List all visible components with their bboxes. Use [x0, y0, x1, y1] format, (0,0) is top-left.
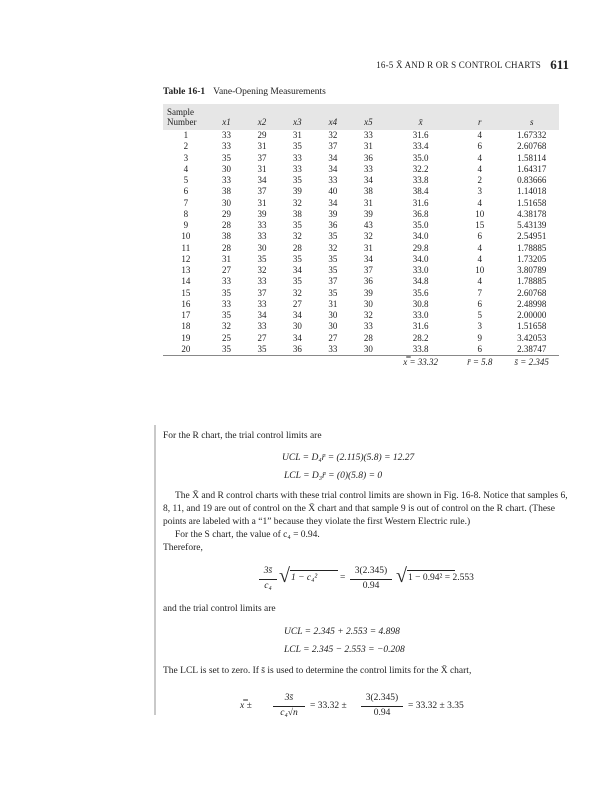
column-header: Sample Number	[167, 107, 197, 127]
table-cell: 36	[363, 152, 373, 163]
column-header: x1	[222, 117, 231, 127]
table-cell: 10	[475, 265, 485, 275]
table-cell: 12	[181, 253, 191, 264]
paragraph: The X̄ and R control charts with these trial control limits are shown in Fig. 16-8. Notice that samples 6, 8, 11, and 19 are out of control on the X̄ chart and that sample 9 is out of control on the R chart. (These points are labeled with a “1” because they violate the first Western Electric rule.)	[163, 491, 568, 527]
table-cell: 33.4	[412, 141, 429, 152]
table-cell: 38	[363, 186, 373, 197]
table-cell: 30	[363, 298, 373, 309]
table-cell: 33	[221, 130, 231, 140]
table-cell: 1.78885	[517, 276, 547, 287]
table-cell: 6	[477, 343, 483, 354]
table-cell: 34	[257, 175, 267, 185]
table-cell: 1	[183, 130, 189, 140]
sbar-summary: s̄ = 2.345	[504, 356, 559, 370]
table-cell: 35	[257, 343, 267, 354]
table-cell: 32	[328, 242, 338, 253]
table-cell: 30.8	[412, 298, 429, 309]
table-cell: 25	[221, 332, 231, 343]
table-cell: 34	[257, 310, 267, 320]
sqrt-sign: √	[396, 565, 407, 587]
table-cell: 33	[257, 220, 267, 230]
table-cell: 35	[328, 287, 338, 298]
table-cell: 1.64317	[517, 163, 547, 174]
table-cell: 35	[221, 343, 231, 354]
table-label: Table 16-1	[163, 87, 206, 97]
table-cell: 34	[328, 152, 338, 163]
table-cell: 38	[292, 208, 302, 219]
radical-bar	[407, 570, 455, 571]
table-cell: 37	[257, 186, 267, 197]
table-cell: 4	[477, 163, 483, 174]
table-cell: 34	[292, 265, 302, 275]
table-cell: 2	[477, 175, 483, 185]
paragraph: and the trial control limits are	[163, 604, 276, 614]
table-cell: 31	[363, 197, 373, 208]
table-row	[163, 310, 559, 321]
table-cell: 3	[477, 186, 483, 197]
fraction-numerator: 3s̄	[263, 566, 273, 576]
table-cell: 31.6	[412, 130, 429, 140]
fraction-denominator: c₄√n	[280, 708, 298, 718]
table-cell: 9	[477, 332, 483, 343]
table-cell: 27	[221, 265, 231, 275]
table-cell: 2.60768	[517, 141, 547, 152]
sqrt-sign: √	[279, 565, 290, 587]
table-cell: 1.51658	[517, 197, 547, 208]
table-cell: 18	[181, 321, 191, 332]
page-number: 611	[550, 57, 569, 72]
column-header: r	[478, 117, 482, 127]
table-cell: 32	[292, 197, 302, 208]
table-row	[163, 130, 559, 141]
table-cell: 35	[221, 287, 231, 298]
table-row	[163, 220, 559, 231]
table-cell: 33	[363, 130, 373, 140]
fraction-numerator: 3(2.345)	[365, 693, 399, 703]
table-cell: 2.54951	[517, 231, 547, 242]
table-row	[163, 164, 559, 175]
table-cell: 35	[328, 253, 338, 264]
table-cell: 1.78885	[517, 242, 547, 253]
table-row	[163, 198, 559, 209]
table-cell: 33.0	[412, 310, 429, 320]
table-cell: 4	[477, 197, 483, 208]
table-cell: 34	[292, 332, 302, 343]
table-cell: 32	[292, 287, 302, 298]
table-cell: 31	[221, 253, 231, 264]
table-row	[163, 243, 559, 254]
table-row	[163, 333, 559, 344]
table-cell: 33	[363, 163, 373, 174]
fraction-numerator: 3(2.345)	[354, 566, 388, 576]
lcl-r-equation: LCL = D₃r̄ = (0)(5.8) = 0	[284, 471, 383, 481]
table-cell: 39	[363, 287, 373, 298]
table-cell: 33	[221, 175, 231, 185]
column-header: x2	[257, 117, 267, 127]
fraction-bar	[273, 706, 305, 707]
table-cell: 33.8	[412, 343, 429, 354]
table-cell: 33	[257, 276, 267, 287]
xbar-lead: x̿ ±	[240, 701, 252, 711]
fraction-denominator: 0.94	[373, 708, 391, 718]
table-cell: 29	[221, 208, 231, 219]
paragraph: The LCL is set to zero. If s̄ is used to determine the control limits for the X̄ chart,	[163, 666, 472, 676]
table-cell: 40	[328, 186, 338, 197]
table-cell: 28.2	[412, 332, 429, 343]
table-cell: 30	[328, 321, 338, 332]
table-cell: 33	[328, 343, 338, 354]
table-cell: 34	[363, 253, 373, 264]
table-cell: 32.2	[412, 163, 429, 174]
table-cell: 15	[475, 220, 485, 230]
paragraph: For the R chart, the trial control limits are	[163, 431, 322, 441]
paragraph: For the S chart, the value of c₄ = 0.94.	[175, 530, 320, 540]
table-cell: 35	[221, 310, 231, 320]
table-cell: 34	[292, 310, 302, 320]
table-cell: 30	[328, 310, 338, 320]
table-cell: 31	[292, 130, 302, 140]
table-cell: 39	[328, 208, 338, 219]
table-cell: 11	[181, 242, 191, 253]
running-title: 16-5 X̄ AND R OR S CONTROL CHARTS	[376, 60, 541, 70]
table-cell: 2.48998	[517, 298, 547, 309]
table-cell: 30	[257, 242, 267, 253]
table-cell: 33	[221, 141, 231, 152]
table-cell: 17	[181, 310, 191, 320]
table-cell: 16	[181, 298, 191, 309]
paragraph: Therefore,	[163, 543, 203, 553]
table-cell: 35	[292, 141, 302, 152]
table-cell: 30	[292, 321, 302, 332]
table-cell: 31	[363, 141, 373, 152]
table-row	[163, 254, 559, 265]
fraction-denominator: c₄	[264, 581, 272, 591]
s-chart-result: 1 − 0.94² = 2.553	[408, 573, 474, 583]
table-cell: 29	[257, 130, 267, 140]
table-row	[163, 299, 559, 310]
table-cell: 4	[477, 130, 483, 140]
fraction-bar	[350, 579, 392, 580]
measurements-table	[163, 104, 559, 369]
table-caption	[163, 87, 326, 97]
table-cell: 33	[221, 276, 231, 287]
radical-bar	[290, 570, 338, 571]
table-cell: 38	[221, 186, 231, 197]
table-cell: 4	[183, 163, 189, 174]
table-cell: 33	[257, 231, 267, 242]
table-row	[163, 141, 559, 152]
table-cell: 6	[477, 141, 483, 152]
table-cell: 33	[221, 298, 231, 309]
table-cell: 1.14018	[517, 186, 547, 197]
column-header: s	[529, 117, 534, 127]
table-cell: 34	[363, 175, 373, 185]
table-row	[163, 153, 559, 164]
table-cell: 0.83666	[517, 175, 547, 185]
table-cell: 4	[477, 242, 483, 253]
table-cell: 35.0	[412, 152, 429, 163]
table-cell: 33	[363, 321, 373, 332]
table-cell: 33.0	[412, 265, 429, 275]
table-cell: 35	[292, 220, 302, 230]
equals-sign: =	[340, 573, 346, 583]
fraction-numerator: 3s̄	[284, 693, 294, 703]
xbar-mid: = 33.32 ±	[310, 701, 347, 711]
table-row	[163, 288, 559, 299]
table-cell: 32	[363, 231, 373, 242]
table-cell: 38.4	[412, 186, 429, 197]
table-cell: 35	[292, 175, 302, 185]
table-cell: 28	[221, 220, 231, 230]
table-cell: 6	[183, 186, 189, 197]
ucl-r-equation: UCL = D₄r̄ = (2.115)(5.8) = 12.27	[282, 453, 415, 463]
table-cell: 31.6	[412, 321, 429, 332]
table-cell: 34.0	[412, 253, 429, 264]
xbar-result: = 33.32 ± 3.35	[408, 701, 464, 711]
rbar-summary: r̄ = 5.8	[455, 356, 504, 370]
table-cell: 19	[181, 332, 191, 343]
column-header: x5	[364, 117, 373, 127]
table-title: Vane-Opening Measurements	[213, 87, 326, 97]
table-cell: 34.8	[412, 276, 429, 287]
table-cell: 34	[328, 197, 338, 208]
table-cell: 3	[183, 152, 189, 163]
table-cell: 15	[181, 287, 191, 298]
table-cell: 30	[363, 343, 373, 354]
table-cell: 4.38178	[517, 208, 547, 219]
table-cell: 35	[328, 231, 338, 242]
table-cell: 36.8	[412, 208, 429, 219]
table-cell: 27	[328, 332, 338, 343]
table-cell: 39	[292, 186, 302, 197]
table-cell: 5	[477, 310, 483, 320]
table-cell: 35	[257, 253, 267, 264]
table-cell: 3	[477, 321, 483, 332]
table-cell: 31.6	[412, 197, 429, 208]
table-cell: 33	[292, 163, 302, 174]
table-cell: 2.00000	[517, 310, 547, 320]
table-cell: 35	[328, 265, 338, 275]
table-cell: 32	[363, 310, 373, 320]
table-cell: 30	[221, 163, 231, 174]
table-cell: 1.58114	[517, 152, 547, 163]
table-cell: 3.42053	[517, 332, 547, 343]
table-cell: 32	[328, 130, 338, 140]
table-cell: 7	[477, 287, 483, 298]
table-cell: 27	[257, 332, 267, 343]
column-header: x̄	[418, 117, 423, 127]
table-cell: 31	[363, 242, 373, 253]
table-cell: 2	[183, 141, 189, 152]
table-cell: 1.67332	[517, 130, 547, 140]
margin-rule	[154, 425, 156, 715]
summary-row	[163, 356, 559, 370]
table-cell: 9	[183, 220, 189, 230]
table-cell: 32	[221, 321, 231, 332]
table-row	[163, 321, 559, 332]
table-row	[163, 231, 559, 242]
column-header: x3	[293, 117, 302, 127]
lcl-s-equation: LCL = 2.345 − 2.553 = −0.208	[284, 645, 405, 655]
table-cell: 33	[328, 175, 338, 185]
table-cell: 30	[221, 197, 231, 208]
table-cell: 37	[363, 265, 373, 275]
table-cell: 36	[292, 343, 302, 354]
table-cell: 4	[477, 253, 483, 264]
table-cell: 14	[181, 276, 191, 287]
table-cell: 20	[181, 343, 191, 354]
table-cell: 6	[477, 231, 483, 242]
table-row	[163, 344, 559, 356]
table-cell: 1.51658	[517, 321, 547, 332]
table-cell: 39	[363, 208, 373, 219]
table-cell: 5.43139	[517, 220, 547, 230]
table-cell: 37	[328, 276, 338, 287]
table-cell: 10	[475, 208, 485, 219]
column-header: x4	[328, 117, 338, 127]
table-row	[163, 209, 559, 220]
table-cell: 35.0	[412, 220, 429, 230]
table-cell: 13	[181, 265, 191, 275]
running-header	[0, 58, 609, 72]
table-cell: 31	[257, 141, 267, 152]
fraction-bar	[361, 706, 403, 707]
table-cell: 31	[257, 197, 267, 208]
table-cell: 4	[477, 152, 483, 163]
table-cell: 37	[328, 141, 338, 152]
table-cell: 10	[181, 231, 191, 242]
table-cell: 34.0	[412, 231, 429, 242]
table-cell: 35	[221, 152, 231, 163]
table-cell: 28	[363, 332, 373, 343]
table-cell: 31	[328, 298, 338, 309]
fraction-bar	[259, 579, 277, 580]
table-cell: 28	[221, 242, 231, 253]
table-cell: 38	[221, 231, 231, 242]
table-row	[163, 186, 559, 197]
table-cell: 2.38747	[517, 343, 547, 354]
table-cell: 4	[477, 276, 483, 287]
table-cell: 32	[257, 265, 267, 275]
table-body	[163, 130, 559, 356]
table-cell: 27	[292, 298, 302, 309]
xbarbar-summary: x̿ = 33.32	[386, 356, 455, 370]
table-cell: 35	[292, 253, 302, 264]
table-cell: 36	[363, 276, 373, 287]
table-cell: 2.60768	[517, 287, 547, 298]
table-cell: 33.8	[412, 175, 429, 185]
table-cell: 7	[183, 197, 189, 208]
table-cell: 35.6	[412, 287, 429, 298]
table-cell: 37	[257, 287, 267, 298]
radicand: 1 − c₄²	[291, 573, 318, 583]
table-cell: 37	[257, 152, 267, 163]
table-cell: 3.80789	[517, 265, 547, 275]
table-cell: 32	[292, 231, 302, 242]
fraction-denominator: 0.94	[362, 581, 380, 591]
table-cell: 29.8	[412, 242, 429, 253]
table-row	[163, 276, 559, 287]
table-cell: 8	[183, 208, 189, 219]
table-cell: 6	[477, 298, 483, 309]
table-cell: 33	[292, 152, 302, 163]
table-cell: 34	[328, 163, 338, 174]
table-cell: 33	[257, 321, 267, 332]
ucl-s-equation: UCL = 2.345 + 2.553 = 4.898	[284, 627, 400, 637]
table-cell: 33	[257, 298, 267, 309]
table-row	[163, 175, 559, 186]
table-cell: 31	[257, 163, 267, 174]
table-cell: 43	[363, 220, 373, 230]
table-cell: 28	[292, 242, 302, 253]
table-cell: 36	[328, 220, 338, 230]
table-cell: 5	[183, 175, 189, 185]
table-cell: 35	[292, 276, 302, 287]
table-header-row	[163, 104, 559, 130]
table-row	[163, 265, 559, 276]
table-cell: 39	[257, 208, 267, 219]
table-cell: 1.73205	[517, 253, 547, 264]
